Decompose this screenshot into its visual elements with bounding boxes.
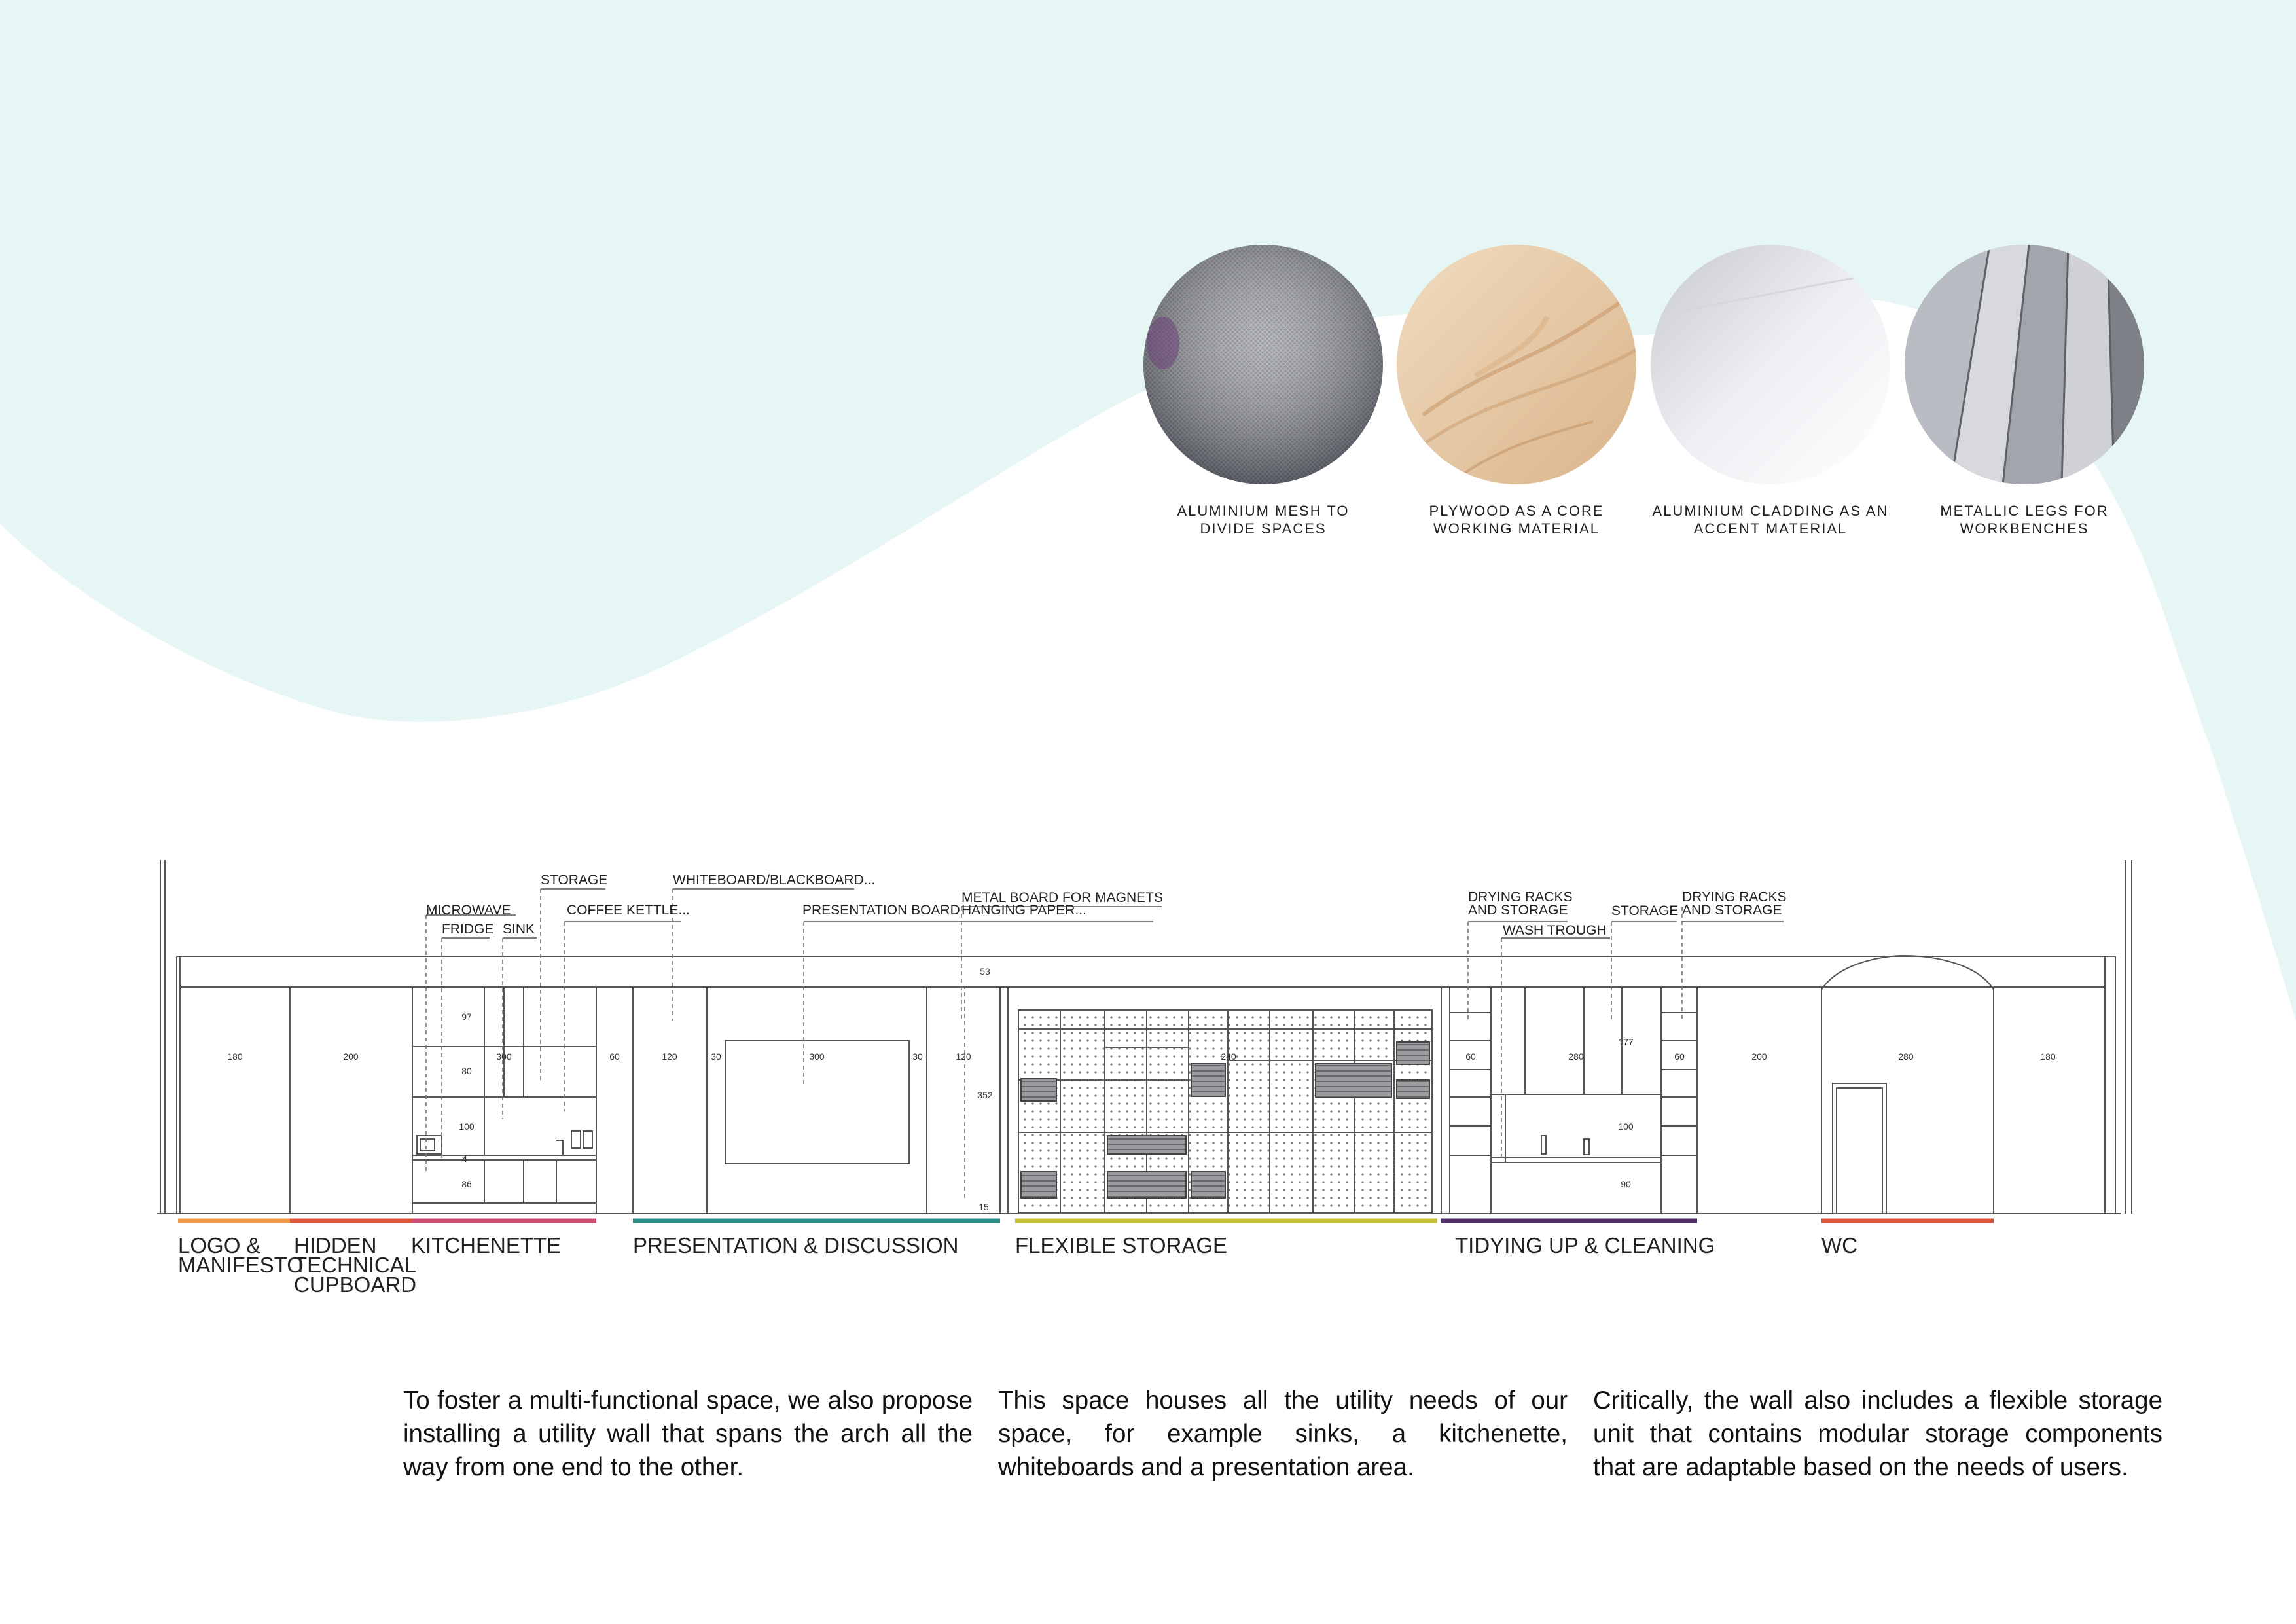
zone-label-kitchenette: KITCHENETTE xyxy=(411,1233,562,1257)
zone-label-wc: WC xyxy=(1821,1233,1857,1257)
metal-board-label: METAL BOARD FOR MAGNETS xyxy=(961,890,1164,905)
dimension-label: 53 xyxy=(980,966,990,977)
dimension-label: 120 xyxy=(662,1051,677,1062)
wash-trough-label: WASH TROUGH xyxy=(1503,923,1607,938)
dimension-label: 177 xyxy=(1618,1037,1634,1047)
coffee-kettle-label: COFFEE KETTLE... xyxy=(567,903,690,918)
zone-label-hidden-cupboard: HIDDEN TECHNICAL CUPBOARD xyxy=(294,1233,417,1297)
dimension-label: 280 xyxy=(1568,1051,1584,1062)
dimension-label: 352 xyxy=(977,1090,993,1100)
zone-label-logo: LOGO & MANIFESTO xyxy=(178,1233,304,1277)
dimension-label: 4 xyxy=(462,1153,467,1164)
microwave-label: MICROWAVE xyxy=(426,903,511,918)
material-caption: METALLIC LEGS FOR WORKBENCHES xyxy=(1940,503,2109,537)
storage-label: STORAGE xyxy=(541,873,608,888)
sink-label: SINK xyxy=(503,922,535,937)
drying-racks-label: DRYING RACKS xyxy=(1682,890,1787,905)
description-paragraph: Critically, the wall also includes a flexible storage unit that contains modular storage components that are adaptable based on the needs of users. xyxy=(1593,1386,2162,1481)
fridge-label: FRIDGE xyxy=(442,922,494,937)
hanging-paper-label: HANGING PAPER... xyxy=(961,903,1086,918)
zone-label-flexible-storage: FLEXIBLE STORAGE xyxy=(1015,1233,1228,1257)
presentation-board-label: PRESENTATION BOARD xyxy=(802,903,960,918)
dimension-label: 100 xyxy=(459,1121,475,1132)
dimension-label: 60 xyxy=(1674,1051,1685,1062)
dimension-label: 300 xyxy=(496,1051,512,1062)
dimension-label: 280 xyxy=(1898,1051,1914,1062)
material-caption: ALUMINIUM MESH TO DIVIDE SPACES xyxy=(1177,503,1350,537)
dimension-label: 180 xyxy=(2040,1051,2056,1062)
dimension-label: 60 xyxy=(609,1051,620,1062)
flexible-storage-panels xyxy=(1018,1010,1432,1213)
material-caption: ALUMINIUM CLADDING AS AN ACCENT MATERIAL xyxy=(1652,503,1889,537)
dimension-label: 15 xyxy=(978,1202,989,1212)
dimension-label: 100 xyxy=(1618,1121,1634,1132)
dimension-label: 80 xyxy=(461,1066,472,1076)
dimension-label: 60 xyxy=(1465,1051,1476,1062)
drying-racks-label: DRYING RACKS xyxy=(1468,890,1573,905)
dimension-label: 300 xyxy=(809,1051,825,1062)
dimension-label: 86 xyxy=(461,1179,472,1189)
description-paragraph: This space houses all the utility needs of our space, for example sinks, a kitchenette, whiteboards and a presentation area. xyxy=(998,1386,1568,1481)
dimension-label: 180 xyxy=(227,1051,243,1062)
dimension-label: 200 xyxy=(343,1051,359,1062)
zone-label-presentation: PRESENTATION & DISCUSSION xyxy=(633,1233,959,1257)
zone-label-tidying: TIDYING UP & CLEANING xyxy=(1455,1233,1715,1257)
dimension-label: 97 xyxy=(461,1011,472,1022)
dimension-label: 200 xyxy=(1751,1051,1767,1062)
dimension-label: 30 xyxy=(912,1051,923,1062)
dimension-label: 90 xyxy=(1621,1179,1631,1189)
whiteboard-label: WHITEBOARD/BLACKBOARD... xyxy=(673,873,876,888)
drying-racks-label: AND STORAGE xyxy=(1468,903,1568,918)
material-caption: PLYWOOD AS A CORE WORKING MATERIAL xyxy=(1429,503,1604,537)
description-paragraph: To foster a multi-functional space, we also propose installing a utility wall that spans the arch all the way from one end to the other. xyxy=(403,1386,973,1481)
dimension-label: 240 xyxy=(1221,1051,1236,1062)
dimension-label: 120 xyxy=(956,1051,971,1062)
storage-label: STORAGE xyxy=(1611,903,1679,918)
drying-racks-label: AND STORAGE xyxy=(1682,903,1782,918)
dimension-label: 30 xyxy=(711,1051,721,1062)
